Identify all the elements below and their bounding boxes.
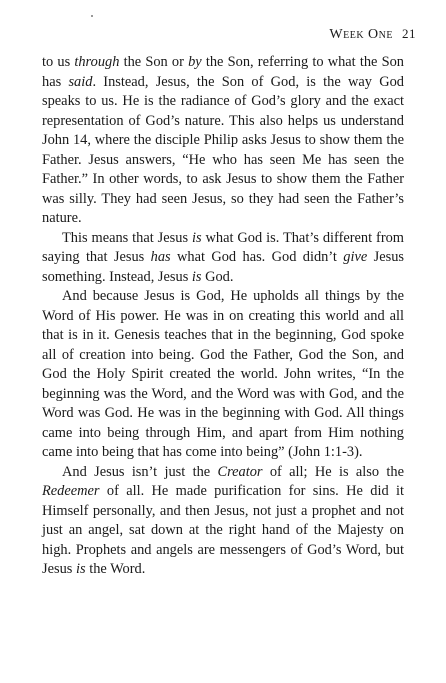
paragraph-3 [42, 287, 404, 463]
emphasis-text: Creator [217, 463, 263, 480]
scan-mark [91, 15, 93, 17]
running-head [329, 26, 416, 43]
text-run: the Word. [85, 561, 146, 577]
paragraph-2 [42, 229, 404, 288]
emphasis-text: has [150, 249, 171, 265]
emphasis-text: Redeemer [42, 483, 100, 499]
emphasis-text: through [74, 54, 120, 70]
text-run: And Jesus isn’t just the [62, 463, 218, 480]
text-run: what God is. That’s different from saying that Jesus [42, 229, 405, 265]
text-run: of all. He made purification for sins. He did it Himself personally, and then Jesus, not just a prophet and not just an angel, sat down at the right hand of the Majesty on high. Prophets and angels are messengers of God’s Word, but Jesus [42, 483, 404, 577]
emphasis-text: said [68, 73, 93, 90]
page-number: 21 [402, 26, 416, 41]
emphasis-text: is [75, 561, 86, 577]
text-run: of all; He is also the [262, 463, 404, 480]
chapter-label: Week One [329, 27, 393, 42]
emphasis-text: by [188, 54, 202, 70]
text-run: what God has. God didn’t [170, 249, 344, 265]
text-run: the Son or [119, 54, 189, 70]
emphasis-text: give [343, 249, 368, 265]
text-run: Jesus something. Instead, Jesus [42, 249, 404, 285]
text-run: God. [201, 268, 234, 285]
text-run: And because Jesus is God, He upholds all things by the Word of His power. He was in on creating this world and all that is in it. Genesis teaches that in the beginning, God spoke all of creation into being. God the Father, God the Son, and God the Holy Spirit created the world. John writes, “In the beginning was the Word, and the Word was with God, and the Word was God. He was in the beginning with God. All things came into being through Him, and apart from Him nothing came into being that has come into being” (John 1:1-3). [42, 288, 404, 460]
paragraph-4 [42, 463, 404, 580]
body-text [42, 53, 404, 580]
text-run: . Instead, Jesus, the Son of God, is the way God speaks to us. He is the radiance of God’s glory and the exact representation of God’s nature. This also helps us understand John 14, where the disciple Philip asks Jesus to show them the Father. Jesus answers, “He who has seen Me has seen the Father.” In other words, to ask Jesus to show them the Father was silly. They had seen Jesus, so they had seen the Father’s nature. [42, 73, 404, 226]
emphasis-text: is [191, 268, 202, 285]
text-run: to us [42, 54, 75, 70]
paragraph-1 [42, 53, 404, 229]
text-run: This means that Jesus [62, 229, 192, 246]
text-run: the Son, referring to what the Son has [42, 54, 404, 90]
emphasis-text: is [191, 229, 202, 246]
